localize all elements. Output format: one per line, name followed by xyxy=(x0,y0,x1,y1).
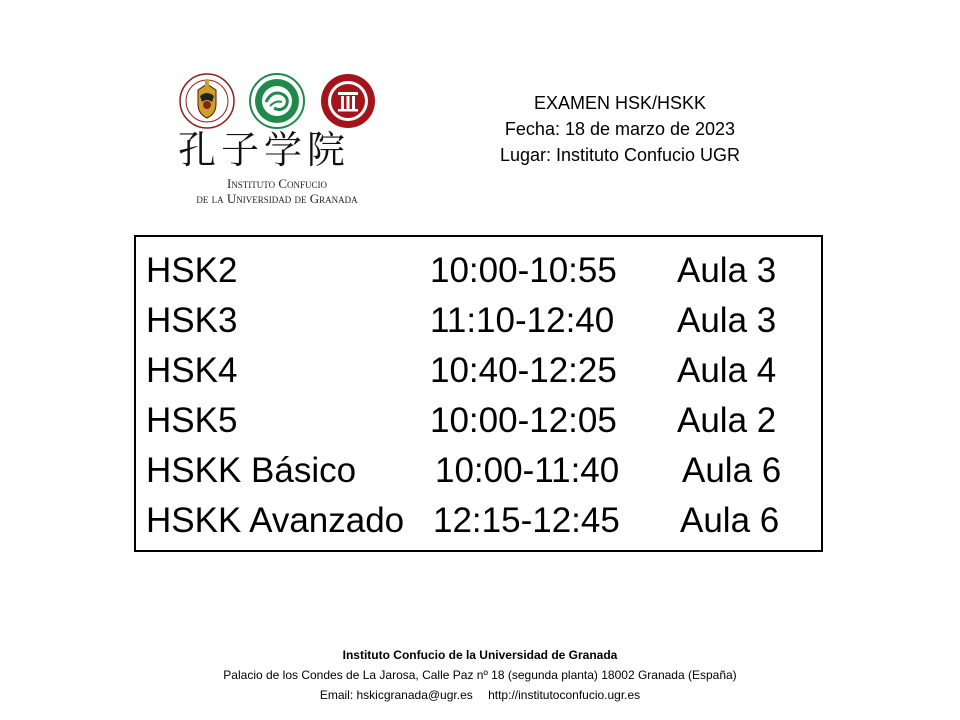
peking-university-seal-icon xyxy=(319,72,377,130)
exam-time: 12:15-12:45 xyxy=(433,501,620,540)
exam-room: Aula 6 xyxy=(682,451,782,490)
logo-caption-line1: Instituto Confucio xyxy=(226,176,328,191)
exam-name: HSK4 xyxy=(146,351,238,390)
footer-website-link[interactable]: http://institutoconfucio.ugr.es xyxy=(488,688,641,702)
footer-institution: Instituto Confucio de la Universidad de Granada xyxy=(342,648,618,662)
exam-time: 10:00-10:55 xyxy=(430,251,617,290)
footer-contact xyxy=(0,685,960,705)
exam-room: Aula 3 xyxy=(677,301,777,340)
university-seals xyxy=(176,72,376,130)
exam-room: Aula 6 xyxy=(680,501,780,540)
footer-address: Palacio de los Condes de La Jarosa, Calle Paz nº 18 (segunda planta) 18002 Granada (España) xyxy=(223,668,737,682)
footer xyxy=(0,645,960,705)
exam-place: Lugar: Instituto Confucio UGR xyxy=(499,145,741,165)
exam-time: 10:40-12:25 xyxy=(430,351,617,390)
exam-time: 10:00-11:40 xyxy=(435,451,620,490)
exam-info xyxy=(470,90,770,168)
exam-name: HSK2 xyxy=(146,251,238,290)
exam-room: Aula 2 xyxy=(677,401,777,440)
logo-caption-line2: de la Universidad de Granada xyxy=(196,191,358,206)
exam-name: HSKK Básico xyxy=(146,451,357,490)
footer-email[interactable]: Email: hskicgranada@ugr.es xyxy=(319,688,473,702)
exam-schedule xyxy=(134,235,823,552)
institute-logo xyxy=(172,72,382,212)
exam-room: Aula 3 xyxy=(677,251,777,290)
exam-name: HSKK Avanzado xyxy=(146,501,405,540)
exam-name: HSK3 xyxy=(146,301,238,340)
logo-hanzi: 孔子学院 xyxy=(178,128,351,172)
exam-date: Fecha: 18 de marzo de 2023 xyxy=(504,119,736,139)
confucius-institute-seal-icon xyxy=(248,72,306,130)
logo-caption xyxy=(172,176,382,206)
exam-time: 10:00-12:05 xyxy=(430,401,617,440)
exam-name: HSK5 xyxy=(146,401,238,440)
exam-title: EXAMEN HSK/HSKK xyxy=(533,93,707,113)
exam-room: Aula 4 xyxy=(677,351,777,390)
ugr-seal-icon xyxy=(178,72,236,130)
exam-time: 11:10-12:40 xyxy=(430,301,615,340)
